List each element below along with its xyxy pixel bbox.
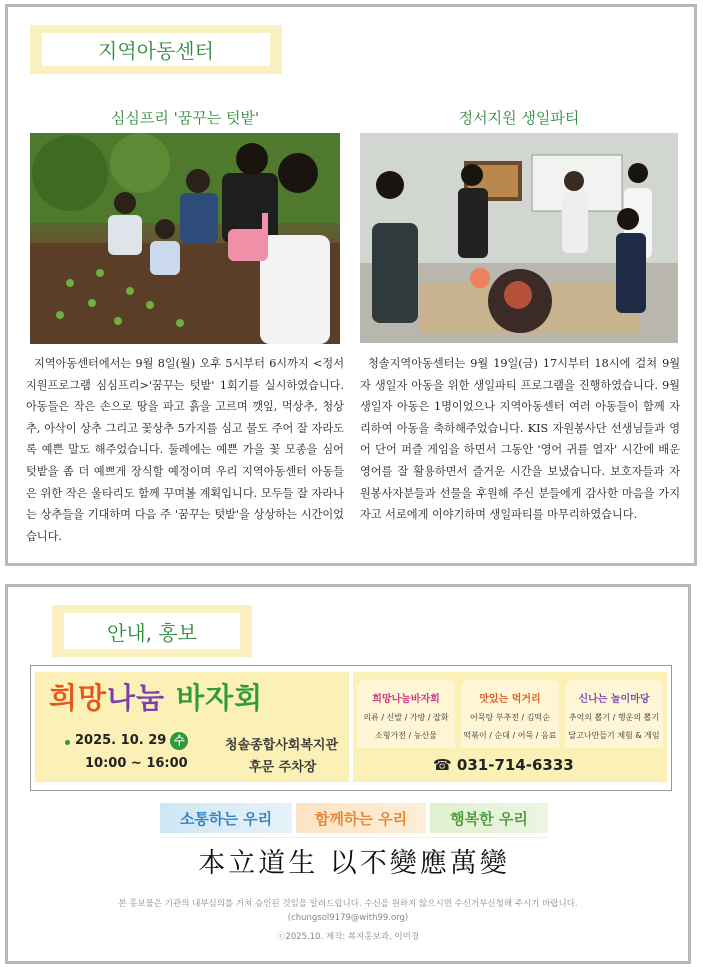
slogan-together: 함께하는 우리 — [296, 803, 426, 833]
program-card-games — [565, 680, 663, 748]
footer-email: (chungsol9179@with99.org) — [287, 913, 409, 923]
program-card-title: 신나는 놀이마당 — [578, 694, 650, 705]
program-card-line: 소형가전 / 농산물 — [375, 731, 437, 740]
program-card-line: 어묵탕 부추전 / 김떡순 — [470, 713, 550, 722]
garden-photo — [30, 133, 340, 344]
right-article-heading: 정서지원 생일파티 — [458, 109, 580, 127]
bazaar-place-line1: 청솔종합사회복지관 — [225, 738, 339, 753]
bazaar-time: 10:00 ~ 16:00 — [85, 756, 188, 771]
bazaar-title — [49, 676, 263, 717]
program-card-line: 의류 / 신발 / 가방 / 잡화 — [363, 713, 449, 722]
program-card-line: 달고나만들기 체험 & 게임 — [568, 731, 660, 740]
section-title-box — [30, 25, 282, 74]
bazaar-phone-number: 031-714-6333 — [456, 756, 574, 774]
notice-promotion-panel — [5, 584, 691, 964]
program-card-title: 맛있는 먹거리 — [479, 694, 541, 705]
bazaar-phone — [433, 756, 574, 774]
right-article-body: 청솔지역아동센터는 9월 19일(금) 17시부터 18시에 걸쳐 9월자 생일자 아동을 위한 생일파티 프로그램을 진행하였습니다. 9월 생일자 아동은 1명이었으나 지역아동센터 여러 아동들이 함께 자리하여 아동을 축하해주었습니다. KIS 자원봉사단 선생님들과 영어 단어 퍼즐 게임을 하면서 그동안 '영어 귀를 열자' 시간에 배운 영어를 잘 활용하면서 즐거운 시간을 보냈습니다. 보호자들과 자원봉사자분들과 선물을 후원해 주신 분들에게 감사한 마음을 가지자고 서로에게 이야기하며 생일파티를 마무리하였습니다. — [360, 357, 680, 522]
bazaar-title-part1: 희망 — [49, 681, 108, 715]
bullet-dot — [65, 740, 70, 745]
community-center-panel — [5, 4, 697, 566]
birthday-party-illustration — [360, 133, 678, 343]
program-card-bazaar — [357, 680, 455, 748]
garden-photo-illustration — [30, 133, 340, 344]
program-card-title: 희망나눔바자회 — [372, 694, 440, 705]
bazaar-title-part3: 바자회 — [165, 681, 264, 715]
left-article-body: 지역아동센터에서는 9월 8일(월) 오후 5시부터 6시까지 <정서지원프로그램 심심프리>'꿈꾸는 텃밭' 1회기를 실시하였습니다. 아동들은 작은 손으로 땅을 파고 흙을 고르며 깻잎, 먹상추, 청상추, 아삭이 상추 그리고 꽃상추 5가지를 심고 물도 주어 잘 자라도록 예쁜 말도 해주었습니다. 둘레에는 예쁜 가을 꽃 모종을 심어 텃밭을 좀 더 예쁘게 장식할 예정이며 우리 지역아동센터 아동들은 위한 작은 울타리도 함께 꾸며볼 계획입니다. 모두들 잘 자라나는 상추들을 기대하며 다음 주 '꿈꾸는 텃밭'을 상상하는 시간이었습니다. — [26, 357, 344, 543]
program-card-line: 떡볶이 / 순대 / 어묵 / 음료 — [463, 731, 557, 740]
footer-disclaimer: 본 홍보물은 기관의 내부심의를 거쳐 승인된 것임을 알려드립니다. 수신을 원하지 않으시면 수신거부신청해 주시기 바랍니다. — [118, 899, 578, 909]
slogan-row — [160, 803, 548, 833]
bazaar-date — [75, 732, 188, 750]
slogan-communicate: 소통하는 우리 — [160, 803, 292, 833]
phone-icon: ☎ — [433, 756, 452, 774]
bazaar-place-line2: 후문 주차장 — [249, 760, 317, 775]
left-article-heading: 심심프리 '꿈꾸는 텃밭' — [110, 109, 260, 127]
section-title: 지역아동센터 — [42, 33, 270, 66]
bazaar-banner — [30, 665, 672, 791]
footer-credit: ⓒ2025.10. 제작: 복지홍보과, 이미경 — [276, 932, 420, 942]
program-card-food — [461, 680, 559, 748]
bazaar-program-area — [353, 672, 667, 782]
bazaar-day-badge: 수 — [170, 732, 188, 750]
birthday-party-photo — [360, 133, 678, 343]
bazaar-title-part2: 나눔 — [107, 681, 166, 715]
bazaar-date-text: 2025. 10. 29 — [75, 733, 167, 748]
section-title: 안내, 홍보 — [64, 613, 240, 649]
slogan-happy: 행복한 우리 — [430, 803, 548, 833]
bazaar-info-area — [35, 672, 349, 782]
program-card-line: 추억의 뽑기 / 행운의 뽑기 — [568, 713, 660, 722]
section-title-box — [52, 605, 252, 657]
calligraphy-motto: 本立道生 以不變應萬變 — [160, 837, 548, 882]
